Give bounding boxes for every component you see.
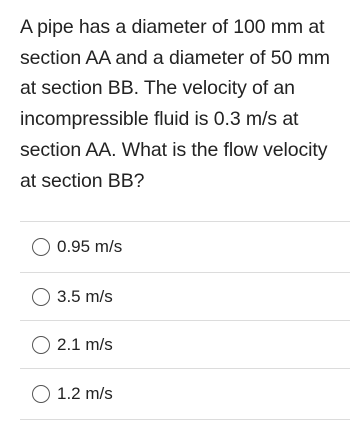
radio-button-icon[interactable]	[32, 288, 50, 306]
answer-option-label: 1.2 m/s	[57, 384, 113, 403]
question-line: at section BB. The velocity of an	[20, 77, 295, 100]
answer-option-1[interactable]	[20, 221, 350, 272]
question-line: section AA and a diameter of 50 mm	[20, 46, 330, 69]
question-text	[20, 12, 346, 196]
radio-button-icon[interactable]	[32, 238, 50, 256]
question-line: section AA. What is the flow velocity	[20, 138, 328, 161]
answer-option-label: 3.5 m/s	[57, 286, 113, 306]
answer-option-3[interactable]	[20, 320, 350, 368]
answer-option-label: 0.95 m/s	[57, 237, 123, 256]
radio-button-icon[interactable]	[32, 385, 50, 403]
answer-options	[20, 221, 350, 420]
question-line: incompressible fluid is 0.3 m/s at	[20, 108, 299, 131]
answer-option-4[interactable]	[20, 368, 350, 420]
answer-option-2[interactable]	[20, 272, 350, 320]
answer-option-label: 2.1 m/s	[57, 334, 113, 354]
question-line: at section BB?	[20, 169, 145, 192]
question-line: A pipe has a diameter of 100 mm at	[20, 16, 325, 38]
radio-button-icon[interactable]	[32, 336, 50, 354]
